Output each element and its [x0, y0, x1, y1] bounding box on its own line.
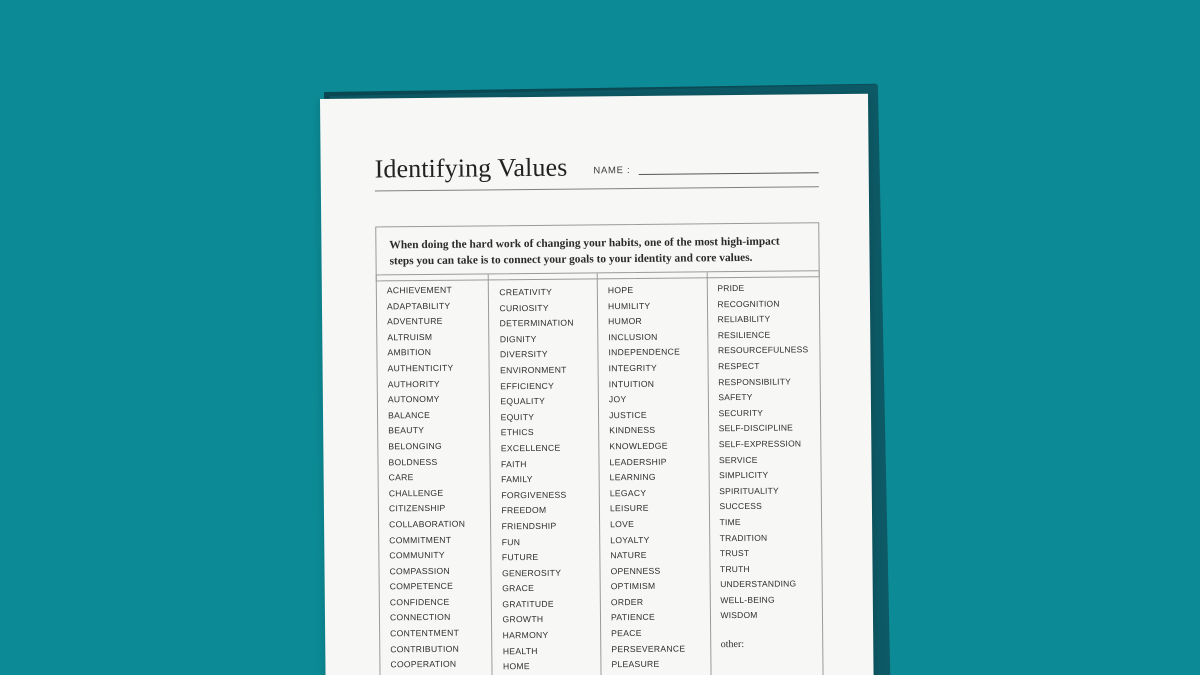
value-option[interactable]: CONNECTION: [389, 612, 451, 623]
value-option[interactable]: COMMITMENT: [389, 534, 452, 545]
name-field-label: NAME :: [593, 165, 631, 177]
header-divider-rule: [375, 186, 819, 191]
value-option[interactable]: FRIENDSHIP: [501, 520, 557, 532]
value-option[interactable]: PEACE: [611, 627, 642, 639]
value-option[interactable]: GENEROSITY: [501, 567, 562, 578]
value-option[interactable]: LEARNING: [609, 471, 656, 483]
value-option[interactable]: FORGIVENESS: [501, 489, 567, 500]
value-option[interactable]: SERVICE: [718, 454, 758, 465]
other-label[interactable]: other:: [720, 639, 745, 651]
value-option[interactable]: RELIABILITY: [717, 313, 771, 325]
value-option[interactable]: SAFETY: [718, 392, 753, 403]
name-field-group: [593, 163, 818, 180]
values-column-4: [707, 271, 823, 675]
value-option[interactable]: NATURE: [610, 549, 647, 561]
values-table: [376, 270, 824, 675]
value-option[interactable]: ADVENTURE: [387, 316, 443, 327]
value-option[interactable]: SELF-DISCIPLINE: [718, 422, 794, 434]
value-option[interactable]: SIMPLICITY: [719, 469, 769, 481]
value-option[interactable]: COMMUNITY: [389, 549, 445, 561]
instruction-text: When doing the hard work of changing your habits, one of the most high-impact steps you can take is to connect your goals to your identity and core values.: [389, 235, 780, 268]
value-option[interactable]: INTUITION: [608, 378, 655, 389]
name-input-line[interactable]: [638, 172, 818, 175]
value-option[interactable]: AUTHORITY: [387, 378, 440, 389]
value-option[interactable]: LOYALTY: [610, 534, 650, 545]
value-option[interactable]: SECURITY: [718, 407, 764, 418]
value-option[interactable]: JUSTICE: [608, 409, 647, 420]
value-option[interactable]: CONTENTMENT: [390, 627, 460, 639]
value-option[interactable]: INTEGRITY: [608, 362, 658, 374]
value-option[interactable]: AUTONOMY: [387, 394, 440, 405]
value-option[interactable]: PLEASURE: [611, 659, 660, 670]
value-option[interactable]: PERSEVERANCE: [611, 643, 686, 654]
value-option[interactable]: KINDNESS: [609, 425, 656, 436]
value-option[interactable]: KNOWLEDGE: [609, 440, 668, 452]
value-option[interactable]: TRUST: [719, 547, 750, 559]
value-option[interactable]: COMPETENCE: [389, 581, 454, 592]
value-option[interactable]: PATIENCE: [610, 612, 655, 623]
value-option[interactable]: CONFIDENCE: [389, 596, 450, 608]
value-option[interactable]: RESILIENCE: [717, 329, 771, 340]
value-option[interactable]: BOLDNESS: [388, 456, 438, 467]
value-option[interactable]: OPTIMISM: [610, 581, 656, 592]
value-option[interactable]: CREATIVITY: [499, 286, 553, 298]
value-option[interactable]: RECOGNITION: [717, 298, 780, 309]
value-option[interactable]: INDEPENDENCE: [608, 346, 681, 358]
values-column-1: [377, 274, 494, 675]
value-option[interactable]: FAITH: [500, 458, 527, 469]
value-option[interactable]: AUTHENTICITY: [387, 362, 454, 374]
value-option[interactable]: ETHICS: [500, 427, 534, 438]
value-option[interactable]: LEADERSHIP: [609, 456, 667, 467]
value-option[interactable]: RESPECT: [718, 360, 760, 372]
value-option[interactable]: RESOURCEFULNESS: [717, 344, 809, 356]
value-option[interactable]: COOPERATION: [390, 658, 457, 670]
value-option[interactable]: CHALLENGE: [388, 487, 444, 499]
value-option[interactable]: INCLUSION: [608, 331, 658, 343]
value-option[interactable]: FREEDOM: [501, 505, 547, 516]
value-option[interactable]: HOME: [502, 661, 530, 672]
value-option[interactable]: ENVIRONMENT: [500, 364, 567, 376]
worksheet-header: [375, 152, 819, 182]
worksheet-page: [320, 94, 874, 675]
value-option[interactable]: DIVERSITY: [499, 349, 548, 360]
value-option[interactable]: RESPONSIBILITY: [718, 376, 791, 387]
value-option[interactable]: GRACE: [502, 583, 535, 594]
value-option[interactable]: TRUTH: [719, 563, 750, 574]
value-option[interactable]: LOVE: [610, 518, 635, 530]
value-option[interactable]: SPIRITUALITY: [719, 485, 779, 496]
value-option[interactable]: ORDER: [610, 596, 644, 608]
value-option[interactable]: ADAPTABILITY: [386, 300, 451, 311]
value-option[interactable]: HUMILITY: [607, 300, 651, 311]
value-option[interactable]: DETERMINATION: [499, 317, 574, 329]
value-option[interactable]: ALTRUISM: [387, 331, 433, 343]
value-option[interactable]: CURIOSITY: [499, 302, 549, 313]
worksheet-content: [320, 94, 874, 675]
value-option[interactable]: AMBITION: [387, 347, 432, 358]
value-option[interactable]: TRADITION: [719, 532, 768, 543]
page-title: Identifying Values: [374, 152, 568, 184]
value-option[interactable]: HEALTH: [502, 645, 538, 656]
value-option[interactable]: CARE: [388, 472, 414, 483]
value-option[interactable]: FUTURE: [501, 552, 539, 563]
value-option[interactable]: BALANCE: [387, 409, 431, 421]
value-option[interactable]: JOY: [608, 394, 627, 405]
value-option[interactable]: SUCCESS: [719, 501, 762, 512]
value-option[interactable]: WISDOM: [720, 610, 758, 621]
value-option[interactable]: COLLABORATION: [389, 518, 466, 530]
value-option[interactable]: ACHIEVEMENT: [386, 284, 453, 296]
values-column-2: [489, 273, 602, 675]
value-option[interactable]: CITIZENSHIP: [388, 503, 446, 514]
value-option[interactable]: DIGNITY: [499, 333, 537, 345]
value-option[interactable]: UNDERSTANDING: [720, 578, 797, 590]
value-option[interactable]: BELONGING: [388, 440, 443, 452]
value-option[interactable]: EQUITY: [500, 411, 535, 423]
value-option[interactable]: LEGACY: [609, 487, 647, 498]
value-option[interactable]: HOPE: [607, 285, 634, 296]
value-option[interactable]: OPENNESS: [610, 565, 661, 576]
value-option[interactable]: BEAUTY: [388, 425, 425, 436]
value-option[interactable]: GROWTH: [502, 614, 544, 625]
value-option[interactable]: HARMONY: [502, 629, 549, 641]
value-option[interactable]: EXCELLENCE: [500, 442, 561, 454]
value-option[interactable]: SELF-EXPRESSION: [718, 438, 802, 450]
value-option[interactable]: CONTRIBUTION: [390, 643, 460, 655]
value-option[interactable]: COMPASSION: [389, 565, 451, 577]
value-option[interactable]: LEISURE: [609, 503, 649, 514]
values-column-3: [598, 272, 712, 675]
value-option[interactable]: FUN: [501, 536, 521, 547]
value-option[interactable]: TIME: [719, 516, 741, 528]
value-option[interactable]: GRATITUDE: [502, 598, 554, 610]
value-option[interactable]: PRIDE: [717, 282, 745, 294]
value-option[interactable]: HUMOR: [608, 316, 643, 327]
value-option[interactable]: FAMILY: [501, 474, 533, 485]
value-option[interactable]: EFFICIENCY: [500, 380, 555, 391]
value-option[interactable]: WELL-BEING: [720, 594, 775, 606]
value-option[interactable]: EQUALITY: [500, 396, 546, 407]
